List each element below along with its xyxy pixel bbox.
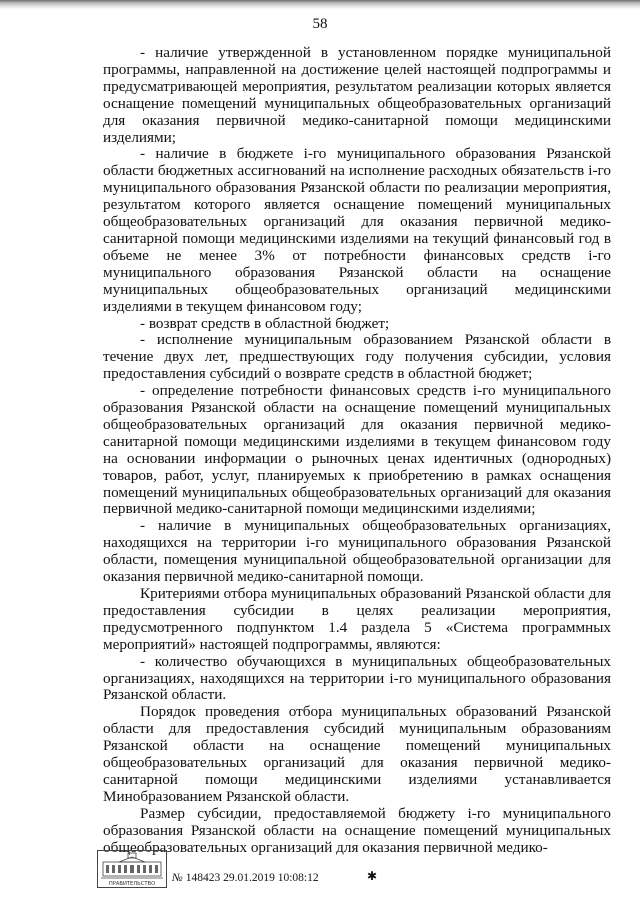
registration-line	[172, 872, 319, 884]
paragraph-condition-program: - наличие утвержденной в установленном порядке муниципальной программы, направленной на достижение целей настоящей подпрограммы и предусматривающей мероприятия, результатом реализации которых является оснащение помещений муниципальных общеобразовательных организаций для оказания первичной медико-санитарной помощи медицинскими изделиями;	[103, 44, 611, 146]
government-building-icon	[97, 850, 167, 888]
page-number: 58	[312, 16, 328, 32]
government-stamp	[97, 850, 167, 888]
paragraph-selection-procedure: Порядок проведения отбора муниципальных образований Рязанской области для предоставления субсидий муниципальным образованиям Рязанской области на оснащение помещений муниципальных общеобразовательных организаций для оказания первичной медико-санитарной помощи медицинскими изделиями устанавливается Минобразованием Рязанской области.	[103, 703, 611, 805]
paragraph-condition-premises: - наличие в муниципальных общеобразовательных организациях, находящихся на территории i-го муниципального образования Рязанской области, помещения муниципальной общеобразовательной организации для оказания первичной медико-санитарной помощи.	[103, 517, 611, 586]
paragraph-subsidy-size: Размер субсидии, предоставляемой бюджету i-го муниципального образования Рязанской области на оснащение помещений муниципальных общеобразовательных организаций для оказания первичной медико-	[103, 804, 611, 856]
paragraph-condition-return: - возврат средств в областной бюджет;	[140, 314, 390, 332]
document-body	[103, 45, 611, 857]
scan-edge	[0, 0, 640, 10]
stamp-caption: ПРАВИТЕЛЬСТВО	[108, 881, 156, 887]
scan-mark: ✱	[367, 869, 378, 883]
paragraph-condition-needs: - определение потребности финансовых средств i-го муниципального образования Рязанской области на оснащение помещений муниципальных общеобразовательных организаций для оказания первичной медико-санитарной помощи медицинскими изделиями в текущем финансовом году на основании информации о рыночных ценах идентичных (однородных) товаров, работ, услуг, планируемых к приобретению в рамках оснащения помещений муниципальных общеобразовательных организаций для оказания первичной медико-санитарной помощи медицинскими изделиями;	[103, 382, 611, 518]
paragraph-criteria-students: - количество обучающихся в муниципальных общеобразовательных организациях, находящихся на территории i-го муниципального образования Рязанской области.	[103, 652, 611, 704]
paragraph-condition-execution: - исполнение муниципальным образованием Рязанской области в течение двух лет, предшествующих году получения субсидии, условия предоставления субсидий о возврате средств в областной бюджет;	[103, 331, 611, 383]
paragraph-criteria: Критериями отбора муниципальных образований Рязанской области для предоставления субсидии в целях реализации мероприятия, предусмотренного подпунктом 1.4 раздела 5 «Система программных мероприятий» настоящей подпрограммы, являются:	[103, 585, 611, 653]
number-sign: №	[172, 872, 183, 884]
paragraph-condition-budget: - наличие в бюджете i-го муниципального образования Рязанской области бюджетных ассигнований на исполнение расходных обязательств i-го муниципального образования Рязанской области по реализации мероприятия, результатом которого является оснащение помещений муниципальных общеобразовательных организаций для оказания первичной медико-санитарной помощи медицинскими изделиями на текущий финансовый год в объеме не менее 3% от потребности финансовых средств i-го муниципального образования Рязанской области на оснащение муниципальных общеобразовательных организаций медицинскими изделиями в текущем финансовом году;	[103, 145, 611, 315]
registration-number-timestamp: 148423 29.01.2019 10:08:12	[185, 872, 319, 884]
